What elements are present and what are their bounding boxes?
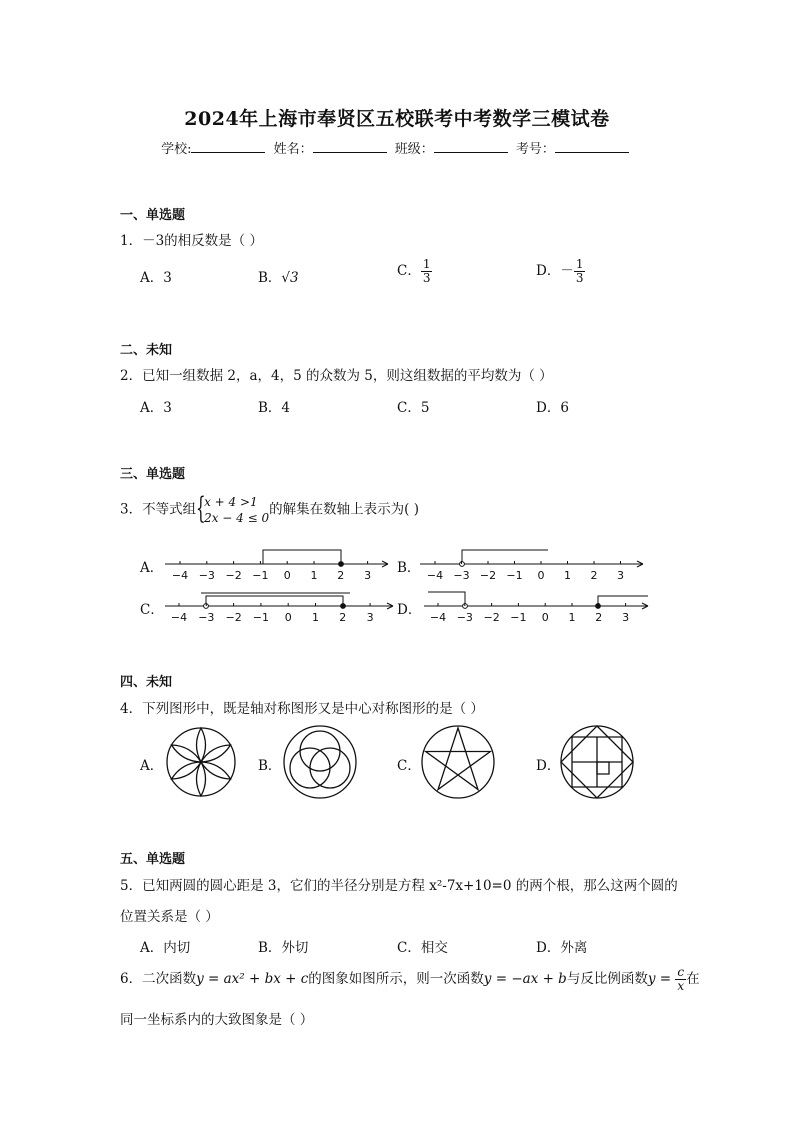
tick-label: 1 (310, 569, 318, 582)
q2-option-a: A．3 (140, 400, 172, 416)
pentagram-figure (422, 726, 494, 798)
tick-label: −2 (225, 569, 242, 582)
tick-label: 2 (595, 611, 603, 624)
tick-label: 0 (537, 569, 545, 582)
tick-label: 1 (312, 611, 319, 624)
exam-no-label: 考号： (515, 142, 555, 157)
fraction-one-third: $\frac{1}{3}$ (422, 257, 431, 285)
tick-label: 0 (541, 611, 549, 624)
flower-figure (167, 728, 235, 796)
tick-label: 3 (366, 611, 374, 624)
number-line-d (424, 592, 648, 609)
tick-label: −1 (506, 569, 523, 582)
q2-option-c: C．5 (397, 400, 430, 416)
tick-label: −2 (225, 611, 242, 624)
number-lines (0, 540, 794, 630)
q3-label-d: D． (397, 602, 422, 618)
question-5-line-2: 位置关系是（ ） (120, 909, 219, 925)
number-line-a (165, 550, 388, 567)
tick-label: −1 (510, 611, 527, 624)
question-1-stem: 1．－3的相反数是（ ） (120, 233, 263, 249)
number-line-c (165, 593, 393, 609)
fraction-neg-one-third: $\frac{1}{3}$ (575, 257, 584, 285)
q1-option-a: A．3 (140, 270, 172, 286)
question-3-stem: 3．不等式组 { x + 4 >1 2x − 4 ≤ 0 的解集在数轴上表示为( ) (120, 491, 419, 526)
tick-label: −3 (456, 611, 473, 624)
tick-label: 1 (564, 569, 571, 582)
name-label: 姓名： (273, 142, 313, 157)
tick-label: −4 (429, 611, 447, 624)
q4-label-d: D． (536, 758, 561, 774)
q1-option-b: B．√3 (258, 270, 299, 286)
question-5-line-1: 5．已知两圆的圆心距是 3，它们的半径分别是方程 x²-7x+10=0 的两个根，那么这两个圆的 (120, 878, 678, 894)
square-pattern-figure (561, 726, 633, 798)
q2-option-b: B．4 (258, 400, 291, 416)
section-heading-3: 三、单选题 (120, 467, 186, 482)
inequality-system: { x + 4 >1 2x − 4 ≤ 0 (196, 491, 270, 526)
q5-option-b: B．外切 (258, 940, 309, 956)
question-2-stem: 2．已知一组数据 2，a，4，5 的众数为 5，则这组数据的平均数为（ ） (120, 368, 553, 384)
q5-option-a: A．内切 (140, 940, 191, 956)
name-blank (313, 140, 387, 153)
page-title: 2024年上海市奉贤区五校联考中考数学三模试卷 (184, 108, 610, 130)
linear-formula: y = −ax + b (483, 971, 567, 987)
q1-option-d: D．－ $\frac{1}{3}$ (536, 257, 584, 285)
q4-figures (0, 720, 794, 800)
q5-option-d: D．外离 (536, 940, 588, 956)
q2-option-d: D．6 (536, 400, 569, 416)
class-label: 班级： (394, 142, 434, 157)
q1-option-c: C． $\frac{1}{3}$ (397, 257, 431, 285)
tick-label: −2 (479, 569, 497, 582)
tick-label: −2 (483, 611, 500, 624)
school-label: 学校: (161, 142, 192, 157)
tick-label: −3 (453, 569, 470, 582)
q4-label-a: A． (140, 758, 164, 774)
number-line-b (420, 550, 643, 567)
class-blank (434, 140, 508, 153)
tick-label: −4 (170, 611, 188, 624)
tick-label: −3 (198, 569, 215, 582)
question-6-line-1: 6．二次函数y = ax² + bx + c的图象如图所示，则一次函数y = −ax + b与反比例函数y = $\frac{c}{x}$ 在 (120, 965, 700, 993)
quadratic-formula: y = ax² + bx + c (196, 971, 309, 987)
tick-label: 3 (617, 569, 624, 582)
tick-label: −4 (171, 569, 189, 582)
q3-label-a: A． (140, 560, 164, 576)
school-blank (191, 140, 265, 153)
tick-label: 3 (364, 569, 372, 582)
section-heading-5: 五、单选题 (120, 852, 186, 867)
tick-label: 2 (339, 611, 347, 624)
tick-label: 2 (337, 569, 345, 582)
question-4-stem: 4．下列图形中，既是轴对称图形又是中心对称图形的是（ ） (120, 701, 484, 717)
student-info (0, 138, 794, 157)
q3-label-c: C． (140, 602, 164, 618)
question-6-line-2: 同一坐标系内的大致图象是（ ） (120, 1012, 314, 1028)
tick-label: −1 (252, 611, 270, 624)
tick-label: 1 (568, 611, 576, 624)
section-heading-4: 四、未知 (120, 675, 173, 690)
tick-label: −1 (252, 569, 269, 582)
sqrt3-value: √3 (281, 270, 299, 286)
tick-label: 3 (622, 611, 630, 624)
q3-label-b: B． (397, 560, 421, 576)
section-heading-1: 一、单选题 (120, 208, 186, 223)
tick-label: 2 (590, 569, 598, 582)
q4-label-b: B． (258, 758, 282, 774)
exam-no-blank (555, 140, 629, 153)
tick-label: −3 (198, 611, 215, 624)
inverse-formula: y = $\frac{c}{x}$ (647, 965, 685, 993)
section-heading-2: 二、未知 (120, 343, 173, 358)
tick-label: −4 (426, 569, 444, 582)
tick-label: 0 (283, 569, 291, 582)
tick-label: 0 (284, 611, 292, 624)
q4-label-c: C． (397, 758, 421, 774)
three-circles-figure (284, 726, 356, 798)
q5-option-c: C．相交 (397, 940, 448, 956)
